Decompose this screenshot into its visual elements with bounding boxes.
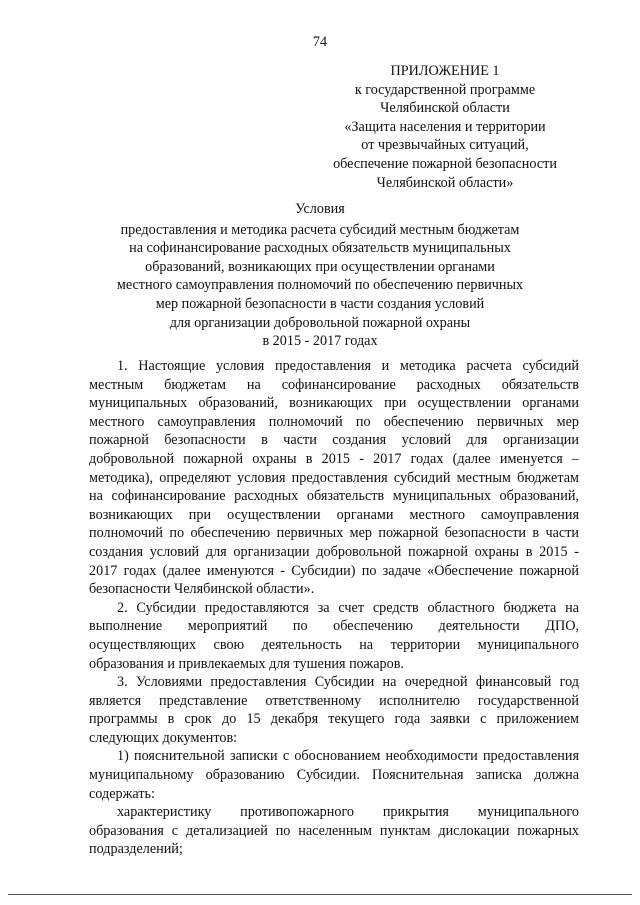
- paragraph-2: 2. Субсидии предоставляются за счет средств областного бюджета на выполнение мероприятий по обеспечению деятельности ДПО, осуществляющих свою деятельность на территории муниципального образования и привлекаемых для тушения пожаров.: [89, 599, 579, 672]
- appendix-line: от чрезвычайных ситуаций,: [361, 137, 529, 154]
- appendix-line: Челябинской области: [380, 100, 510, 117]
- appendix-line: «Защита населения и территории: [344, 118, 546, 135]
- appendix-header: [320, 62, 570, 192]
- paragraph-3: 3. Условиями предоставления Субсидии на очередной финансовый год является представление ответственному исполнителю государственной программы в срок до 15 декабря текущего года заявки с приложением следующих документов:: [89, 674, 579, 746]
- title-heading: Условия: [295, 201, 345, 217]
- title-line: в 2015 - 2017 годах: [262, 333, 378, 350]
- paragraph-1: 1. Настоящие условия предоставления и методика расчета субсидий местным бюджетам на софинансирование расходных обязательств муниципальных образований, возникающих при осуществлении органами местного самоуправления полномочий по обеспечению первичных мер пожарной безопасности в части создания условий для организации добровольной пожарной охраны в 2015 - 2017 годах (далее именуется – методика), определяют условия предоставления субсидий местным бюджетам на софинансирование расходных обязательств муниципальных образований, возникающих при осуществлении органами местного самоуправления полномочий по обеспечению первичных мер пожарной безопасности в части создания условий для организации добровольной пожарной охраны в 2015 - 2017 годах (далее именуются - Субсидии) по задаче «Обеспечение пожарной безопасности Челябинской области».: [89, 358, 579, 598]
- appendix-line: обеспечение пожарной безопасности: [333, 155, 557, 172]
- title-line: образований, возникающих при осуществлении органами: [145, 258, 495, 275]
- page-number: 74: [312, 34, 328, 50]
- title-line: на софинансирование расходных обязательств муниципальных: [129, 240, 511, 257]
- document-body: [89, 357, 579, 859]
- paragraph-3-item-1: 1) пояснительной записки с обоснованием необходимости предоставления муниципальному образованию Субсидии. Пояснительная записка должна содержать:: [89, 748, 579, 802]
- title-line: для организации добровольной пожарной охраны: [169, 314, 471, 331]
- title-line: мер пожарной безопасности в части создания условий: [155, 295, 485, 312]
- appendix-label: ПРИЛОЖЕНИЕ 1: [390, 63, 500, 79]
- appendix-line: Челябинской области»: [376, 174, 514, 191]
- title-line: местного самоуправления полномочий по обеспечению первичных: [116, 277, 524, 294]
- document-title: [80, 200, 560, 351]
- paragraph-3-item-1-detail: характеристику противопожарного прикрытия муниципального образования с детализацией по населенным пунктам дислокации пожарных подразделений;: [89, 804, 579, 858]
- appendix-line: к государственной программе: [354, 81, 536, 98]
- page-bottom-rule: [8, 894, 632, 895]
- title-line: предоставления и методика расчета субсидий местным бюджетам: [120, 221, 520, 238]
